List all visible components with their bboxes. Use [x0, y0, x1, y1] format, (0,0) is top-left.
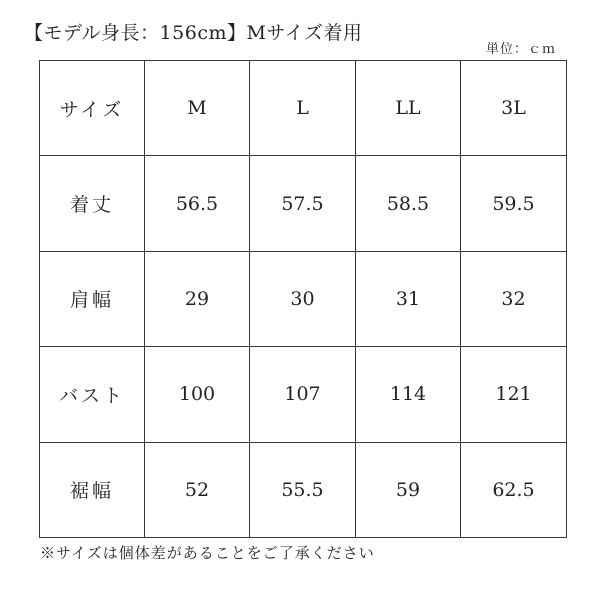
- row-label-hem: 裾幅: [40, 442, 145, 537]
- header-cell-l: L: [250, 61, 356, 156]
- header-cell-size: サイズ: [40, 61, 145, 156]
- table-cell: 62.5: [461, 442, 567, 537]
- table-cell: 58.5: [356, 156, 461, 251]
- table-cell: 31: [356, 251, 461, 346]
- table-cell: 52: [145, 442, 250, 537]
- table-cell: 32: [461, 251, 567, 346]
- header-row: [40, 61, 567, 156]
- table-cell: 114: [356, 347, 461, 442]
- table-cell: 56.5: [145, 156, 250, 251]
- row-label-bust: バスト: [40, 347, 145, 442]
- row-label-shoulder: 肩幅: [40, 251, 145, 346]
- header-cell-3l: 3L: [461, 61, 567, 156]
- table-cell: 57.5: [250, 156, 356, 251]
- table-row-shoulder: [40, 251, 567, 346]
- table-cell: 121: [461, 347, 567, 442]
- table-cell: 29: [145, 251, 250, 346]
- disclaimer-note: ※サイズは個体差があることをご了承ください: [40, 544, 375, 562]
- header-cell-ll: LL: [356, 61, 461, 156]
- table-row-hem: [40, 442, 567, 537]
- table-cell: 59.5: [461, 156, 567, 251]
- table-cell: 59: [356, 442, 461, 537]
- model-height-note: 【モデル身長：156cm】Mサイズ着用: [24, 22, 363, 44]
- table-row-bust: [40, 347, 567, 442]
- table-row-length: [40, 156, 567, 251]
- header-cell-m: M: [145, 61, 250, 156]
- table-cell: 55.5: [250, 442, 356, 537]
- table-cell: 100: [145, 347, 250, 442]
- size-table: [39, 60, 567, 538]
- table-cell: 107: [250, 347, 356, 442]
- table-cell: 30: [250, 251, 356, 346]
- unit-note: 単位：ｃｍ: [485, 42, 556, 57]
- row-label-length: 着丈: [40, 156, 145, 251]
